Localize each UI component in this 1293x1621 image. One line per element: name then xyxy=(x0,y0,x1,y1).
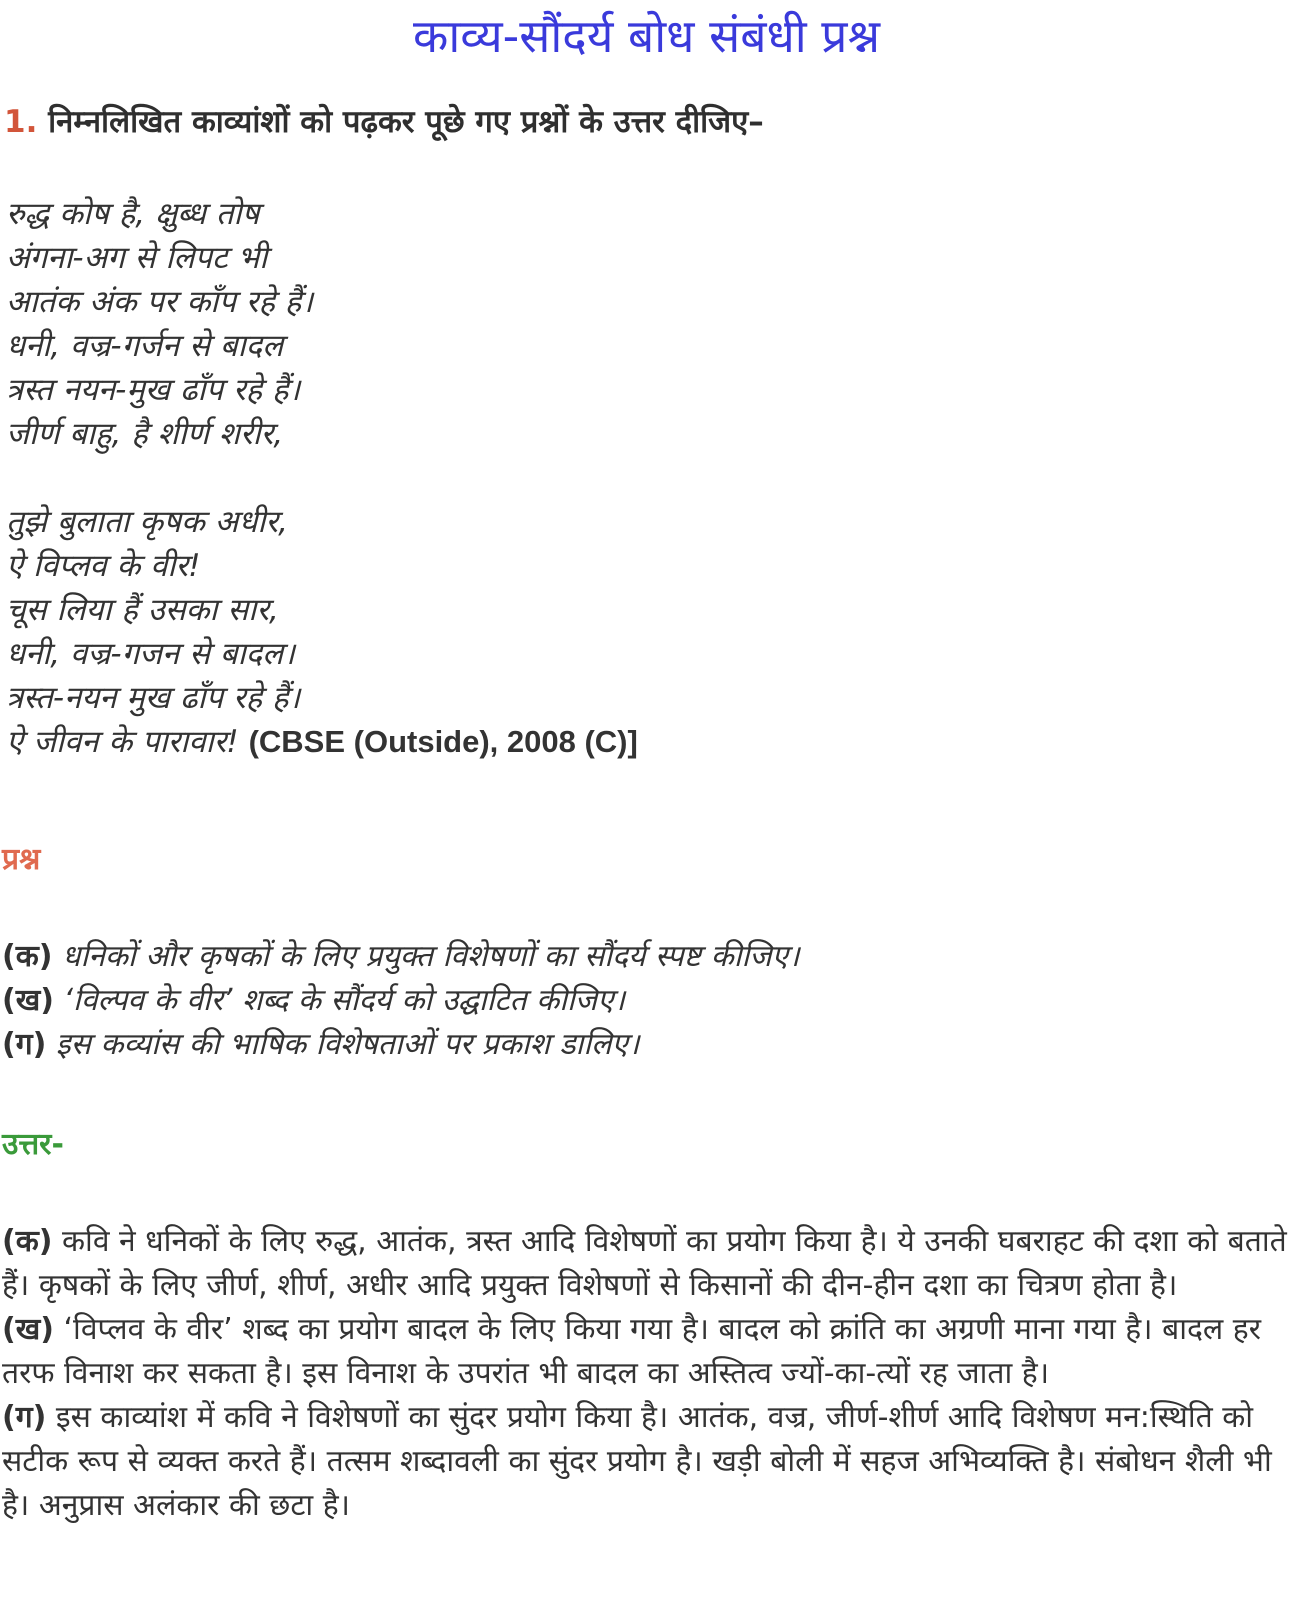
poem-line: रुद्ध कोष है, क्षुब्ध तोष xyxy=(6,196,260,232)
question-heading xyxy=(4,100,764,144)
question-marker: (ख) xyxy=(2,983,54,1018)
poem-line: अंगना-अग से लिपट भी xyxy=(6,240,268,276)
poem-line: ऐ विप्लव के वीर! xyxy=(6,548,201,584)
question-number: 1. xyxy=(4,104,38,140)
question-marker: (क) xyxy=(2,939,53,974)
question-text: ‘विल्पव के वीर’ शब्द के सौंदर्य को उद्घाटित कीजिए। xyxy=(63,983,625,1018)
answer-text: इस काव्यांश में कवि ने विशेषणों का सुंदर प्रयोग किया है। आतंक, वज्र, जीर्ण-शीर्ण आदि विशेषण मन:स्थिति को सटीक रूप से व्यक्त करते हैं। तत्सम शब्दावली का सुंदर प्रयोग है। खड़ी बोली में सहज अभिव्यक्ति है। संबोधन शैली भी है। अनुप्रास अलंकार की छटा है। xyxy=(2,1400,1272,1523)
poem-line: धनी, वज्र-गर्जन से बादल xyxy=(6,328,284,364)
source-citation: (CBSE (Outside), 2008 (C)] xyxy=(248,724,638,759)
answers-label: उत्तर- xyxy=(2,1127,64,1162)
poem-line: धनी, वज्र-गजन से बादल। xyxy=(6,636,295,672)
answers-list xyxy=(2,1220,1287,1528)
question-text: धनिकों और कृषकों के लिए प्रयुक्त विशेषणों का सौंदर्य स्पष्ट कीजिए। xyxy=(62,939,800,974)
answer-item xyxy=(2,1220,1287,1308)
poem-line: त्रस्त नयन-मुख ढाँप रहे हैं। xyxy=(6,372,301,408)
question-item xyxy=(2,1023,799,1067)
poem-line: चूस लिया हैं उसका सार, xyxy=(6,592,279,628)
question-instruction: निम्नलिखित काव्यांशों को पढ़कर पूछे गए प्रश्नों के उत्तर दीजिए– xyxy=(48,104,764,140)
questions-list xyxy=(2,935,799,1067)
answer-marker: (ख) xyxy=(2,1312,54,1347)
answer-item xyxy=(2,1396,1287,1528)
question-item xyxy=(2,979,799,1023)
question-text: इस कव्यांस की भाषिक विशेषताओं पर प्रकाश डालिए। xyxy=(55,1027,640,1062)
answer-text: कवि ने धनिकों के लिए रुद्ध, आतंक, त्रस्त आदि विशेषणों का प्रयोग किया है। ये उनकी घबराहट की दशा को बताते हैं। कृषकों के लिए जीर्ण, शीर्ण, अधीर आदि प्रयुक्त विशेषणों से किसानों की दीन-हीन दशा का चित्रण होता है। xyxy=(2,1224,1287,1303)
answer-item xyxy=(2,1308,1287,1396)
poem-stanza-1 xyxy=(6,192,313,456)
question-marker: (ग) xyxy=(2,1027,47,1062)
poem-stanza-2 xyxy=(6,500,638,764)
page-title: काव्य-सौंदर्य बोध संबंधी प्रश्न xyxy=(413,9,880,63)
poem-line: आतंक अंक पर काँप रहे हैं। xyxy=(6,284,314,320)
poem-line-last xyxy=(6,720,638,764)
answer-text: ‘विप्लव के वीर’ शब्द का प्रयोग बादल के लिए किया गया है। बादल को क्रांति का अग्रणी माना गया है। बादल हर तरफ विनाश कर सकता है। इस विनाश के उपरांत भी बादल का अस्तित्व ज्यों-का-त्यों रह जाता है। xyxy=(2,1312,1261,1391)
answer-marker: (क) xyxy=(2,1224,53,1259)
answer-marker: (ग) xyxy=(2,1400,47,1435)
poem-line: तुझे बुलाता कृषक अधीर, xyxy=(6,504,288,540)
question-item xyxy=(2,935,799,979)
questions-label: प्रश्न xyxy=(2,842,41,877)
poem-line: त्रस्त-नयन मुख ढाँप रहे हैं। xyxy=(6,680,301,716)
poem-line: ऐ जीवन के पारावार! xyxy=(6,724,239,760)
poem-line: जीर्ण बाहु, है शीर्ण शरीर, xyxy=(6,416,284,452)
